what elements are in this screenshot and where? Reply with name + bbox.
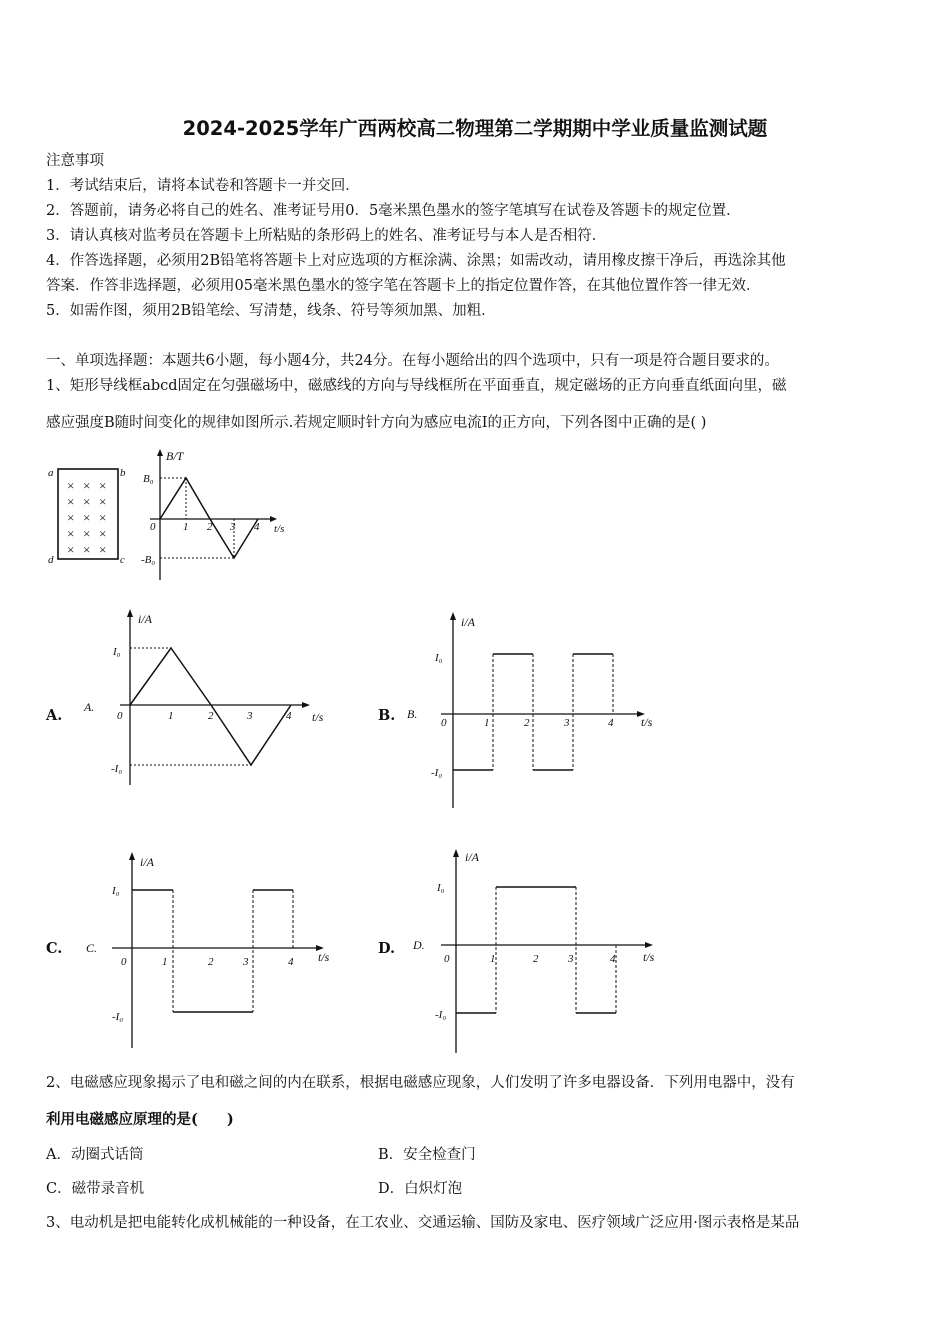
b-tick-3: 3 xyxy=(230,521,236,533)
section-heading: 一、单项选择题：本题共6小题，每小题4分，共24分。在每小题给出的四个选项中，只有一项是符合题目要求的。 xyxy=(46,353,779,369)
b-t-graph xyxy=(140,446,300,586)
c-tick-3: 3 xyxy=(243,956,249,968)
option-d-label[interactable]: D. xyxy=(378,940,396,957)
a-inner-label: A. xyxy=(84,700,95,714)
d-pos-label: I₀ xyxy=(437,882,445,894)
notice-item-5: 5．如需作图，须用2B铅笔绘、写清楚，线条、符号等须加黑、加粗． xyxy=(46,303,496,319)
d-neg-label: -I₀ xyxy=(435,1009,447,1021)
field-cross-4-1: × xyxy=(83,542,91,557)
c-tick-2: 2 xyxy=(208,956,214,968)
field-cross-2-1: × xyxy=(83,510,91,525)
b-neg-label: -B₀ xyxy=(141,554,156,566)
d-tick-3: 3 xyxy=(568,953,574,965)
field-cross-1-1: × xyxy=(83,494,91,509)
b2-y-label: i/A xyxy=(461,615,475,629)
notice-item-4: 4．作答选择题，必须用2B铅笔将答题卡上对应选项的方框涂满、涂黑；如需改动，请用橡皮擦干净后，再选涂其他 xyxy=(46,253,786,269)
d-tick-2: 2 xyxy=(533,953,539,965)
notice-heading: 注意事项 xyxy=(46,153,104,169)
field-cross-4-0: × xyxy=(67,542,75,557)
c-pos-label: I₀ xyxy=(112,885,120,897)
notice-item-4-cont: 答案．作答非选择题，必须用05毫米黑色墨水的签字笔在答题卡上的指定位置作答，在其他位置作答一律无效． xyxy=(46,278,761,294)
d-y-arrow xyxy=(453,849,459,857)
field-cross-3-2: × xyxy=(99,526,107,541)
c-x-label: t/s xyxy=(318,950,330,964)
b2-tick-3: 3 xyxy=(564,717,570,729)
field-cross-1-0: × xyxy=(67,494,75,509)
b2-y-arrow xyxy=(450,612,456,620)
q3-line1: 3、电动机是把电能转化成机械能的一种设备，在工农业、交通运输、国防及家电、医疗领域广泛应用·图示表格是某品 xyxy=(46,1215,800,1231)
q2-line2: 利用电磁感应原理的是( ) xyxy=(46,1111,234,1128)
c-y-arrow xyxy=(129,852,135,860)
frame-label-b: b xyxy=(120,467,126,479)
b-x-label: t/s xyxy=(274,523,285,535)
c-origin: 0 xyxy=(121,956,127,968)
field-cross-3-0: × xyxy=(67,526,75,541)
a-pos-label: I₀ xyxy=(113,646,121,658)
c-y-label: i/A xyxy=(140,855,154,869)
b-pos-label: B₀ xyxy=(143,473,154,485)
c-tick-4: 4 xyxy=(288,956,294,968)
page-title: 2024-2025学年广西两校高二物理第二学期期中学业质量监测试题 xyxy=(182,117,768,140)
q2-option-b[interactable]: B．安全检查门 xyxy=(378,1147,476,1163)
b2-inner-label: B. xyxy=(407,707,418,721)
b2-tick-2: 2 xyxy=(524,717,530,729)
field-cross-2-2: × xyxy=(99,510,107,525)
frame-label-d: d xyxy=(48,554,54,566)
a-curve xyxy=(130,648,291,765)
a-tick-4: 4 xyxy=(286,710,292,722)
a-x-label: t/s xyxy=(312,710,324,724)
notice-item-3: 3．请认真核对监考员在答题卡上所粘贴的条形码上的姓名、准考证号与本人是否相符． xyxy=(46,228,607,244)
magnetic-field-crosses xyxy=(67,478,106,557)
option-c-label[interactable]: C. xyxy=(46,940,63,957)
field-cross-0-2: × xyxy=(99,478,107,493)
wire-frame-figure xyxy=(48,462,128,572)
a-tick-3: 3 xyxy=(247,710,253,722)
frame-label-c: c xyxy=(120,554,125,566)
a-y-arrow xyxy=(127,609,133,617)
b-curve xyxy=(160,478,258,558)
b-y-arrow xyxy=(157,449,163,456)
b2-origin: 0 xyxy=(441,717,447,729)
d-y-label: i/A xyxy=(465,850,479,864)
a-origin: 0 xyxy=(117,710,123,722)
notice-item-2: 2．答题前，请务必将自己的姓名、准考证号用0．5毫米黑色墨水的签字笔填写在试卷及答题卡的规定位置． xyxy=(46,203,741,219)
option-b-label[interactable]: B. xyxy=(378,707,396,724)
b-tick-1: 1 xyxy=(183,521,189,533)
a-tick-2: 2 xyxy=(208,710,214,722)
b2-neg-label: -I₀ xyxy=(431,767,443,779)
field-cross-3-1: × xyxy=(83,526,91,541)
field-cross-1-2: × xyxy=(99,494,107,509)
a-x-arrow xyxy=(302,702,310,708)
q2-option-d[interactable]: D．白炽灯泡 xyxy=(378,1181,463,1197)
option-a-label[interactable]: A. xyxy=(46,707,63,724)
field-cross-0-0: × xyxy=(67,478,75,493)
b-y-label: B/T xyxy=(166,449,184,463)
d-tick-4: 4 xyxy=(610,953,616,965)
notice-item-1: 1．考试结束后，请将本试卷和答题卡一并交回． xyxy=(46,178,360,194)
field-cross-2-0: × xyxy=(67,510,75,525)
q1-line2: 感应强度B随时间变化的规律如图所示.若规定顺时针方向为感应电流I的正方向，下列各图中正确的是( ) xyxy=(46,415,707,431)
b-tick-2: 2 xyxy=(207,521,213,533)
c-neg-label: -I₀ xyxy=(112,1011,124,1023)
frame-label-a: a xyxy=(48,467,54,479)
b-origin: 0 xyxy=(150,521,156,533)
b2-tick-1: 1 xyxy=(484,717,490,729)
option-b-graph[interactable] xyxy=(405,608,665,813)
b2-x-label: t/s xyxy=(641,715,653,729)
b-x-arrow xyxy=(270,516,277,522)
q2-option-a[interactable]: A．动圈式话筒 xyxy=(46,1147,144,1163)
d-x-label: t/s xyxy=(643,950,655,964)
c-inner-label: C. xyxy=(86,941,98,955)
d-x-arrow xyxy=(645,942,653,948)
field-cross-4-2: × xyxy=(99,542,107,557)
q2-line1: 2、电磁感应现象揭示了电和磁之间的内在联系，根据电磁感应现象，人们发明了许多电器设备．下列用电器中，没有 xyxy=(46,1075,795,1091)
c-tick-1: 1 xyxy=(162,956,168,968)
b2-tick-4: 4 xyxy=(608,717,614,729)
d-origin: 0 xyxy=(444,953,450,965)
b-tick-4: 4 xyxy=(254,521,260,533)
a-y-label: i/A xyxy=(138,612,152,626)
a-tick-1: 1 xyxy=(168,710,174,722)
b2-pos-label: I₀ xyxy=(435,652,443,664)
option-d-graph[interactable] xyxy=(405,845,665,1055)
a-neg-label: -I₀ xyxy=(111,763,123,775)
field-cross-0-1: × xyxy=(83,478,91,493)
q1-line1: 1、矩形导线框abcd固定在匀强磁场中，磁感线的方向与导线框所在平面垂直，规定磁场的正方向垂直纸面向里，磁 xyxy=(46,378,787,394)
q2-option-c[interactable]: C．磁带录音机 xyxy=(46,1181,145,1197)
option-a-graph[interactable] xyxy=(80,605,340,790)
d-tick-1: 1 xyxy=(490,953,496,965)
d-inner-label: D. xyxy=(413,938,425,952)
option-c-graph[interactable] xyxy=(80,848,340,1053)
